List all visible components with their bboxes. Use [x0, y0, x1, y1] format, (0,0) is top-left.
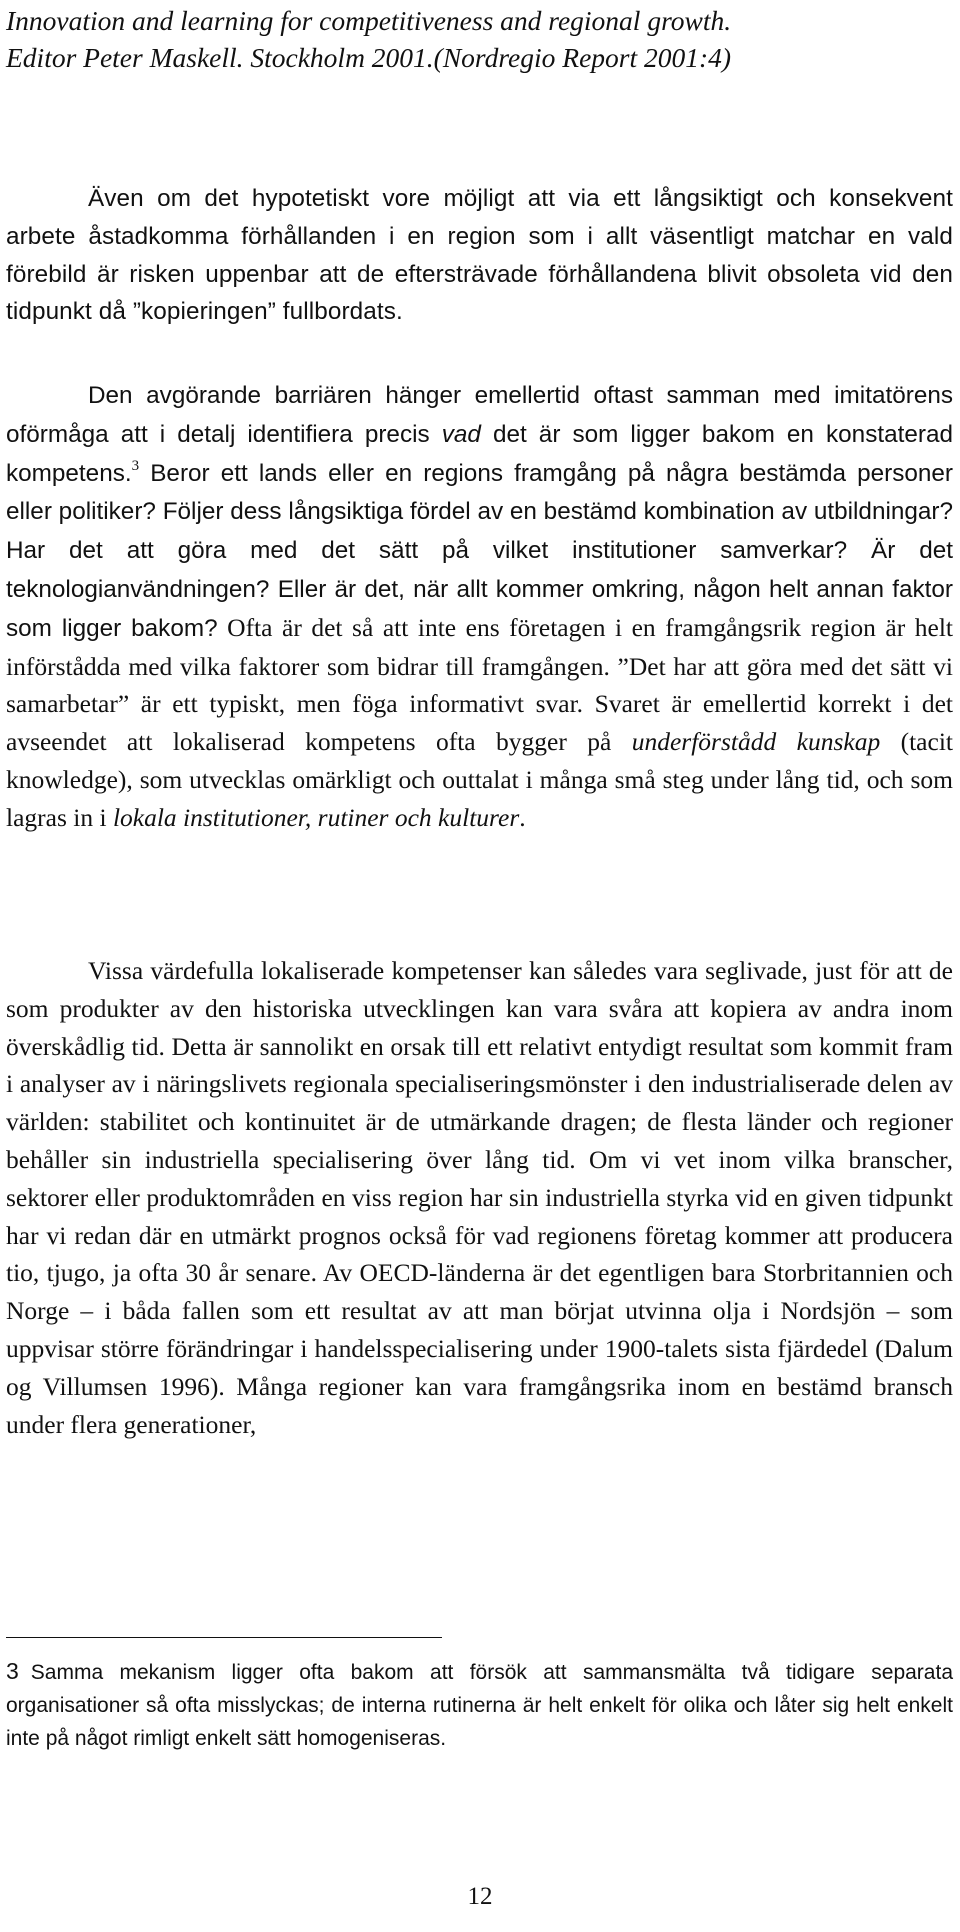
paragraph-2-text-b: det är som ligger bakom en konstaterad kompetens. — [6, 420, 953, 487]
footnote-text: Samma mekanism ligger ofta bakom att försök att sammansmälta två tidigare separata organisationer så ofta misslyckas; de interna rutinerna är helt enkelt för olika och låter sig helt enkelt inte på något rimligt enkelt sätt homogeniseras. — [6, 1661, 953, 1750]
footnote-divider — [6, 1637, 442, 1638]
paragraph-2-text-c: Beror ett lands eller en regions framgång på några bestämda personer eller politiker? Följer dess långsiktiga fördel av en bestämd kombination av utbildningar? Har det att göra med det sätt på vilket institutioner samverkar? Är det teknologianvändningen? Eller är det, när allt kommer omkring, någon helt annan faktor som ligger bakom? — [6, 459, 953, 642]
header-editor-line: Editor Peter Maskell. Stockholm 2001.(Nordregio Report 2001:4) — [6, 42, 732, 73]
footnote — [6, 1655, 953, 1755]
paragraph-1: Även om det hypotetiskt vore möjligt att via ett långsiktigt och konsekvent arbete åstadkomma förhållanden i en region som i allt väsentligt matchar en vald förebild är risken uppenbar att de eftersträvade förhållandena blivit obsoleta vid den tidpunkt då ”kopieringen” fullbordats. — [6, 185, 953, 326]
paragraph-2-text-f: . — [519, 802, 526, 832]
footnote-reference[interactable]: 3 — [131, 457, 140, 474]
running-header — [6, 2, 946, 76]
page-number: 12 — [467, 1883, 493, 1910]
paragraph-2-emphasis-institutions: lokala institutioner, rutiner och kulturer — [112, 802, 520, 832]
header-title-line: Innovation and learning for competitiveness and regional growth. — [6, 5, 732, 36]
paragraph-2-text-d: Ofta är det så att inte ens företagen i en framgångsrik region är helt införstådda med vilka faktorer som bidrar till framgången. ”Det har att göra med det sätt vi samarbetar” är ett typiskt, men föga informativt svar. Svaret är emellertid korrekt i det avseendet att lokaliserad kompetens ofta bygger på — [6, 612, 953, 757]
footnote-marker: 3 — [6, 1658, 19, 1684]
paragraph-2-emphasis-tacit: underförstådd kunskap — [631, 727, 881, 757]
paragraph-3: Vissa värdefulla lokaliserade kompetenser kan således vara seglivade, just för att de som produkter av den historiska utvecklingen kan vara svåra att kopiera av andra inom överskådlig tid. Detta är sannolikt en orsak till ett relativt entydigt resultat som kommit fram i analyser av i näringslivets regionala specialiseringsmönster i den industrialiserade delen av världen: stabilitet och kontinuitet är de utmärkande dragen; de flesta länder och regioner behåller sin industriella specialisering över lång tid. Om vi vet inom vilka branscher, sektorer eller produktområden en viss region har sin industriella styrka vid en given tidpunkt har vi redan där en utmärkt prognos också för vad regionens företag kommer att producera tio, tjugo, ja ofta 30 år senare. Av OECD-länderna är det egentligen bara Storbritannien och Norge – i båda fallen som ett resultat av att man börjat utvinna olja i Nordsjön – som uppvisar större förändringar i handelsspecialisering under 1900-talets sista fjärdedel (Dalum og Villumsen 1996). Många regioner kan vara framgångsrika inom en bestämd bransch under flera generationer, — [6, 956, 953, 1439]
paragraph-2-text-a: Den avgörande barriären hänger emellertid oftast samman med imitatörens oförmåga att i detalj identifiera precis — [6, 382, 953, 448]
paragraph-2 — [6, 376, 953, 837]
paragraph-2-text-e: (tacit knowledge), som utvecklas omärkligt och outtalat i många små steg under lång tid, och som lagras in i — [6, 727, 953, 832]
paragraph-2-emphasis-vad: vad — [441, 420, 481, 448]
